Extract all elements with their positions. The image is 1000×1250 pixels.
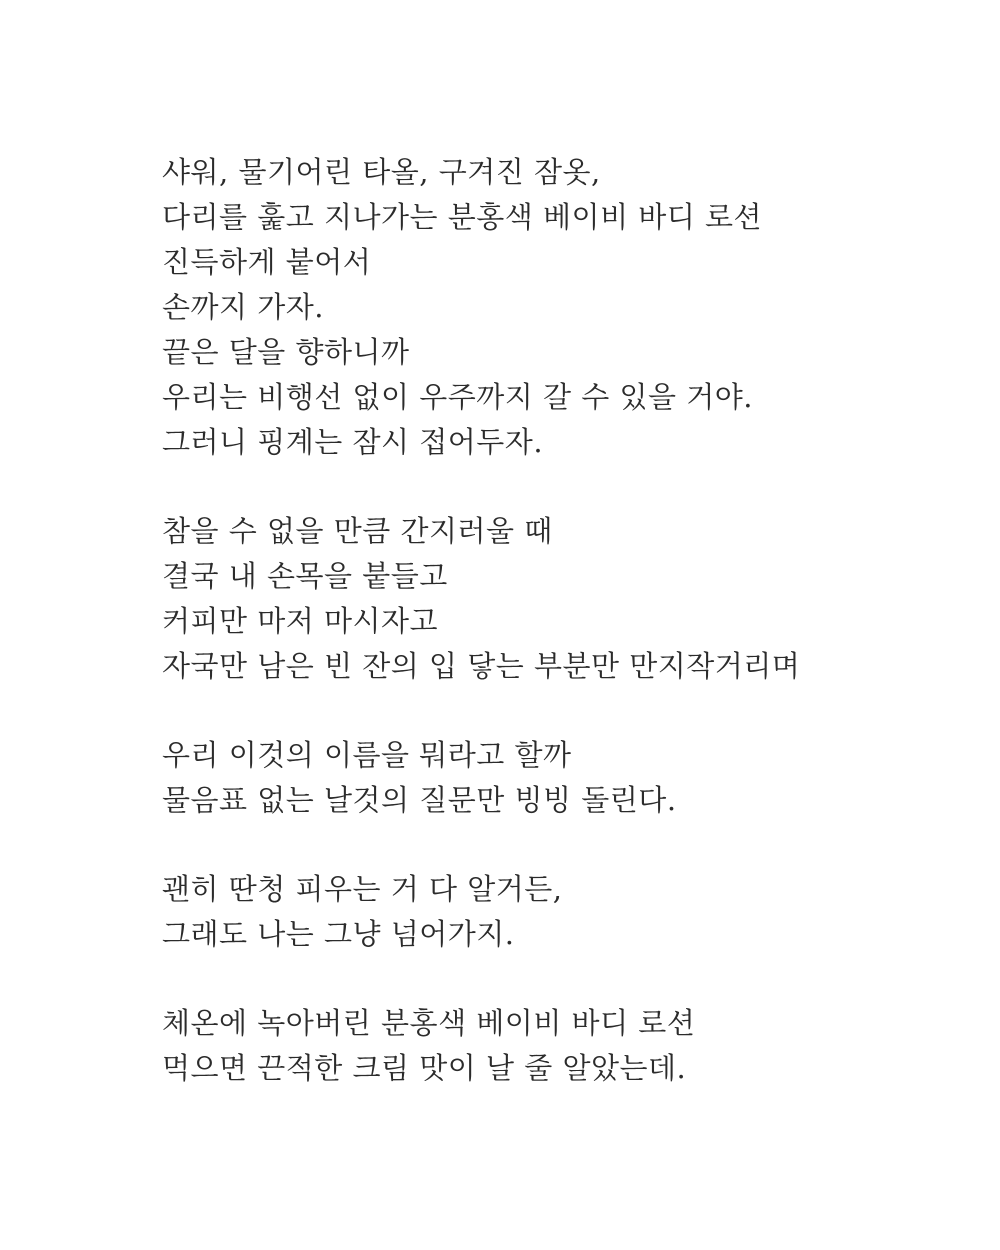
poem-line: 커피만 마저 마시자고 [162, 604, 439, 638]
poem-line: 우리 이것의 이름을 뭐라고 할까 [162, 738, 572, 772]
poem-line: 결국 내 손목을 붙들고 [162, 559, 448, 593]
poem-body [162, 150, 962, 1135]
poem-line: 끝은 달을 향하니까 [162, 335, 410, 369]
poem-line: 우리는 비행선 없이 우주까지 갈 수 있을 거야. [162, 380, 753, 414]
poem-line: 체온에 녹아버린 분홍색 베이비 바디 로션 [162, 1006, 696, 1040]
poem-line: 그러니 핑계는 잠시 접어두자. [162, 425, 544, 459]
poem-line: 자국만 남은 빈 잔의 입 닿는 부분만 만지작거리며 [162, 649, 801, 683]
poem-line: 괜히 딴청 피우는 거 다 알거든, [162, 872, 563, 906]
poem-line: 다리를 훑고 지나가는 분홍색 베이비 바디 로션 [162, 200, 763, 234]
stanza-3 [162, 733, 962, 823]
stanza-4 [162, 867, 962, 957]
poem-line: 손까지 가자. [162, 290, 325, 324]
poem-line: 그래도 나는 그냥 넘어가지. [162, 917, 515, 951]
poem-line: 진득하게 붙어서 [162, 245, 372, 279]
poem-line: 먹으면 끈적한 크림 맛이 날 줄 알았는데. [162, 1051, 687, 1085]
stanza-5 [162, 1001, 962, 1091]
stanza-1 [162, 150, 962, 465]
stanza-2 [162, 509, 962, 689]
poem-line: 물음표 없는 날것의 질문만 빙빙 돌린다. [162, 783, 677, 817]
poem-line: 샤워, 물기어린 타올, 구겨진 잠옷, [162, 155, 601, 189]
poem-line: 참을 수 없을 만큼 간지러울 때 [162, 514, 553, 548]
